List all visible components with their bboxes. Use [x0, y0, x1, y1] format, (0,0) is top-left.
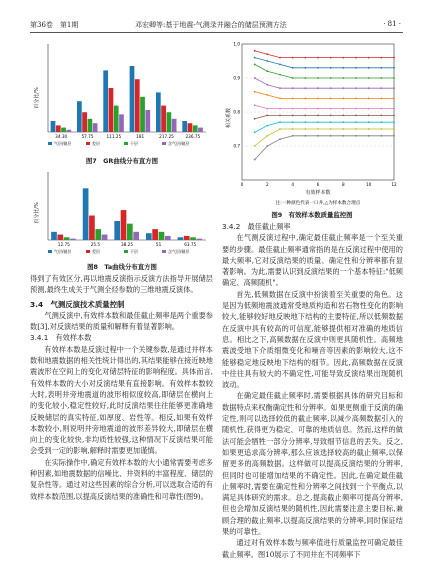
data-point: [304, 128, 306, 130]
legend-label: 含气层/储层: [168, 141, 190, 146]
histogram-bar: [130, 66, 135, 132]
data-point: [279, 57, 281, 59]
data-point: [317, 77, 319, 79]
well-series-line: [255, 136, 394, 160]
data-point: [317, 67, 319, 69]
x-tick-label: 34.30: [55, 134, 68, 139]
data-point: [393, 108, 395, 110]
histogram-bar: [193, 125, 198, 132]
data-point: [292, 108, 294, 110]
data-point: [355, 98, 357, 100]
data-point: [330, 67, 332, 69]
histogram-bar: [152, 229, 158, 240]
data-point: [304, 98, 306, 100]
histogram-bar: [198, 128, 203, 132]
data-point: [380, 67, 382, 69]
histogram-bar: [56, 125, 61, 132]
legend-label: 差层: [92, 249, 100, 254]
data-point: [355, 135, 357, 137]
data-point: [330, 128, 332, 130]
journal-volume: 第36卷 第1期: [30, 21, 79, 29]
data-point: [393, 87, 395, 89]
histogram-bar: [161, 106, 166, 132]
data-point: [393, 98, 395, 100]
right-column: [222, 221, 403, 560]
data-point: [266, 84, 268, 86]
data-point: [304, 135, 306, 137]
well-series-line: [255, 122, 394, 132]
histogram-bar: [114, 221, 120, 240]
data-point: [254, 57, 256, 59]
x-tick-label: 0: [240, 182, 244, 187]
data-point: [266, 135, 268, 137]
data-point: [355, 115, 357, 117]
x-tick-label: 12.75: [57, 242, 70, 247]
well-series-line: [255, 58, 394, 68]
histogram-bar: [145, 110, 150, 132]
fig9-legend: 注:一种颜色代表一口井,△为样本数合理点: [275, 201, 361, 206]
legend-label: 干层: [130, 249, 138, 254]
y-tick-label: 0.8: [233, 109, 240, 115]
histogram-bar: [51, 121, 56, 132]
data-point: [355, 57, 357, 59]
data-point: [330, 98, 332, 100]
data-point: [254, 118, 256, 120]
figure-7-caption: 图7 GR曲线分布直方图: [85, 157, 159, 165]
left-paragraph-1: 气测反演中,有效样本数和最佳截止频率是两个重要参数[3],对反演结果的质量和解释有着显著影响。: [30, 310, 213, 332]
data-point: [380, 128, 382, 130]
histogram-bar: [82, 112, 87, 132]
data-point: [368, 98, 370, 100]
data-point: [292, 67, 294, 69]
data-point: [380, 57, 382, 59]
legend-swatch: [162, 250, 166, 253]
data-point: [330, 121, 332, 123]
legend-label: 干层: [130, 141, 138, 146]
data-point: [330, 57, 332, 59]
data-point: [342, 135, 344, 137]
header-rule: [30, 32, 403, 33]
y-tick-label: 0.7: [233, 143, 240, 149]
left-paragraph-0: 得到了有效区分,再以地震反演指示反演方法指导开展储层预测,最终生成关于气测全烃参数的三维地震反演体。: [30, 274, 213, 295]
data-point: [292, 57, 294, 59]
data-point: [393, 121, 395, 123]
data-point: [342, 115, 344, 117]
data-point: [292, 77, 294, 79]
data-point: [304, 67, 306, 69]
x-tick-label: 4: [291, 182, 295, 187]
data-point: [380, 115, 382, 117]
data-point: [355, 77, 357, 79]
data-point: [292, 115, 294, 117]
legend-swatch: [162, 142, 166, 145]
data-point: [355, 87, 357, 89]
figure-9: [222, 38, 402, 208]
data-point: [266, 145, 268, 147]
histogram-bar: [102, 235, 108, 240]
data-point: [266, 70, 268, 72]
histogram-bar: [133, 232, 139, 240]
data-point: [393, 135, 395, 137]
legend-swatch: [48, 250, 52, 253]
histogram-bar: [121, 210, 127, 240]
x-tick-label: 181: [136, 134, 145, 139]
histogram-bar: [88, 119, 93, 132]
histogram-bar: [188, 123, 193, 132]
data-point: [279, 98, 281, 100]
data-point: [368, 57, 370, 59]
histogram-bar: [57, 235, 63, 240]
sample-quality-chart: [222, 38, 402, 208]
x-tick-label: 51: [155, 242, 162, 247]
well-series-line: [255, 78, 394, 88]
data-point: [368, 121, 370, 123]
data-point: [355, 121, 357, 123]
y-tick-label: 0.9: [233, 75, 240, 81]
data-point: [393, 77, 395, 79]
x-tick-label: 2: [265, 182, 269, 187]
data-point: [342, 108, 344, 110]
x-tick-label: 63.75: [184, 242, 197, 247]
data-point: [355, 108, 357, 110]
legend-label: 气层/储层: [54, 249, 72, 254]
figure-9-caption: 图9 有效样本数质量监控图: [271, 211, 353, 219]
section-heading-3-4: 3.4 气测反演技术质量控制: [30, 299, 125, 309]
well-series-line: [255, 129, 394, 146]
data-point: [254, 104, 256, 106]
histogram-bar: [66, 130, 71, 132]
data-point: [342, 121, 344, 123]
data-point: [380, 98, 382, 100]
x-tick-label: 236.75: [185, 134, 201, 139]
data-point: [317, 87, 319, 89]
x-tick-label: 38.25: [121, 242, 133, 247]
legend-swatch: [86, 250, 90, 253]
histogram-bar: [64, 237, 70, 240]
data-point: [304, 57, 306, 59]
data-point: [292, 87, 294, 89]
data-point: [380, 135, 382, 137]
histogram-bar: [156, 92, 161, 132]
data-point: [368, 67, 370, 69]
histogram-bar: [89, 216, 95, 240]
data-point: [279, 115, 281, 117]
data-point: [368, 115, 370, 117]
data-point: [330, 115, 332, 117]
data-point: [292, 128, 294, 130]
histogram-bar: [184, 236, 190, 240]
x-tick-label: 6: [316, 182, 320, 187]
histogram-bar: [167, 112, 172, 132]
data-point: [279, 87, 281, 89]
legend-swatch: [124, 250, 128, 253]
fig7-ylabel: 百分比/%: [34, 87, 40, 109]
data-point: [368, 87, 370, 89]
data-point: [317, 121, 319, 123]
data-point: [342, 128, 344, 130]
data-point: [304, 87, 306, 89]
data-point: [266, 125, 268, 127]
data-point: [279, 138, 281, 140]
histogram-bar: [61, 128, 66, 132]
histogram-bar: [190, 237, 196, 240]
data-point: [279, 121, 281, 123]
data-point: [317, 98, 319, 100]
data-point: [380, 87, 382, 89]
data-point: [342, 57, 344, 59]
data-point: [292, 121, 294, 123]
fig9-ylabel: 相关系数: [226, 107, 232, 129]
section-heading-3-4-2: 3.4.2 最佳截止频率: [222, 222, 291, 231]
data-point: [254, 145, 256, 147]
data-point: [254, 159, 256, 161]
data-point: [368, 135, 370, 137]
legend-swatch: [48, 142, 52, 145]
data-point: [380, 77, 382, 79]
data-point: [266, 53, 268, 55]
histogram-bar: [172, 119, 177, 132]
data-point: [342, 67, 344, 69]
data-point: [393, 67, 395, 69]
x-tick-label: 8: [341, 182, 345, 187]
right-paragraph-4: 通过对有效样本数与频率值进行质量监控可确定最佳截止频率。图10展示了不同井在不同频率下: [222, 538, 403, 559]
right-paragraph-3: 在确定最佳截止频率时,需要根据具体的研究目标和数据特点来权衡确定性和分辨率。如果更侧重于反演的确定性,则可以选择较低的截止频率,以减少高频数据引入的随机性,获得更为稳定、可靠的地质信息。然而,这样的做法可能会牺牲一部分分辨率,导致细节信息的丢失。反之,如果更追求高分辨率,那么应该选择较高的截止频率,以保留更多的高频数据。这样做可以提高反演结果的分辨率,但同时也可能增加结果的不确定性。因此,在确定最佳截止频率时,需要在确定性和分辨率之间找到一个平衡点,以满足具体研究的需求。总之,提高截止频率可提高分辨率,但也会增加反演结果的随机性,因此需要注意主要目标,兼顾合理的截止频率,以提高反演结果的分辨率,同时保证结果的可靠性。: [222, 391, 403, 537]
data-point: [266, 94, 268, 96]
well-series-line: [255, 64, 394, 78]
y-tick-label: 1.0: [233, 41, 240, 47]
data-point: [254, 91, 256, 93]
data-point: [368, 128, 370, 130]
data-point: [342, 77, 344, 79]
data-point: [317, 57, 319, 59]
histogram-bar: [135, 79, 140, 132]
histogram-bar: [197, 239, 203, 240]
histogram-bar: [165, 236, 171, 240]
data-point: [368, 77, 370, 79]
histogram-bar: [159, 232, 165, 240]
data-point: [393, 128, 395, 130]
data-point: [304, 108, 306, 110]
page-number: · 81 ·: [383, 20, 401, 28]
data-point: [330, 77, 332, 79]
right-paragraph-1: 在气测反演过程中,确定最佳截止频率是一个至关重要的步骤。最佳截止频率通常指的是在反演过程中使用的最大频率,它对反演结果的质量、确定性和分辨率都有显著影响。为此,需要认识到反演结果的一个基本特征:"低频确定、高频随机"。: [222, 233, 403, 288]
histogram-bar: [103, 70, 108, 132]
data-point: [355, 128, 357, 130]
data-point: [254, 50, 256, 52]
histogram-bar: [140, 97, 145, 132]
histogram-bar: [182, 121, 187, 132]
data-point: [330, 108, 332, 110]
data-point: [254, 64, 256, 66]
histogram-bar: [95, 229, 101, 240]
histogram-bar: [119, 114, 124, 132]
data-point: [266, 115, 268, 117]
x-tick-label: 10: [365, 182, 372, 187]
data-point: [393, 115, 395, 117]
data-point: [317, 135, 319, 137]
ta-histogram-chart: [32, 168, 212, 260]
data-point: [355, 67, 357, 69]
histogram-bar: [146, 233, 152, 240]
x-tick-label: 217.25: [159, 134, 174, 139]
histogram-bar: [83, 188, 89, 240]
legend-label: 差层: [92, 141, 100, 146]
data-point: [330, 135, 332, 137]
well-series-line: [255, 92, 394, 99]
data-point: [342, 98, 344, 100]
data-point: [317, 108, 319, 110]
histogram-bar: [70, 239, 76, 240]
figure-8-caption: 图8 Ta曲线分布直方图: [87, 263, 157, 271]
x-tick-label: 25.5: [90, 242, 101, 247]
data-point: [279, 74, 281, 76]
data-point: [279, 128, 281, 130]
gr-histogram-chart: [32, 38, 212, 153]
data-point: [292, 98, 294, 100]
data-point: [368, 108, 370, 110]
data-point: [279, 108, 281, 110]
legend-swatch: [124, 142, 128, 145]
data-point: [266, 108, 268, 110]
data-point: [380, 108, 382, 110]
data-point: [292, 135, 294, 137]
data-point: [380, 121, 382, 123]
left-paragraph-2: 有效样本数是反演过程中一个关键参数,是通过井样本数和地震数据的相关性统计得出的,其结果能够在接近映地震波形在空间上的变化对储层特征的影响程度。具体而言,有效样本数的大小对反演结果有直接影响。有效样本数较大时,表明井旁地震道的波形相似度较高,即储层在横向上的变化较小,稳定性较好,此时反演结果往往能够更准确地反映储层的真实特征,如厚度、岩性等。相反,如果有效样本数较小,则说明井旁地震道的波形差异较大,即储层在横向上的变化较快,非均质性较强,这种情况下反演结果可能会受到一定的影响,解释时需要更加谨慎。: [30, 344, 213, 456]
histogram-bar: [93, 123, 98, 132]
data-point: [330, 87, 332, 89]
histogram-bar: [178, 237, 184, 240]
left-column: [30, 273, 213, 502]
figure-8: [32, 168, 212, 260]
histogram-bar: [109, 88, 114, 132]
x-tick-label: 12: [391, 182, 397, 187]
histogram-bar: [127, 224, 133, 240]
data-point: [342, 87, 344, 89]
data-point: [317, 115, 319, 117]
right-paragraph-2: 首先,低频数据在反演中扮演着至关重要的角色。这是因为低频地震波通常受地质构造和岩石物性变化的影响较大,能够较好地反映地下结构的主要特征,所以低频数据在反演中具有较高的可信度,能够提供相对准确的地质信息。相比之下,高频数据在反演中则更具随机性。高频地震波受地下介质细微变化和噪音等因素的影响较大,这不能够稳定地反映地下结构的细节。因此,高频数据在反演中往往具有较大的不确定性,可能导致反演结果出现随机波动。: [222, 289, 403, 390]
data-point: [254, 132, 256, 134]
data-point: [317, 128, 319, 130]
well-series-line: [255, 51, 394, 58]
data-point: [266, 60, 268, 62]
data-point: [304, 77, 306, 79]
data-point: [254, 77, 256, 79]
legend-swatch: [86, 142, 90, 145]
x-tick-label: 111.25: [106, 134, 122, 139]
legend-label: 气层/储层: [54, 141, 72, 146]
histogram-bar: [51, 232, 57, 240]
histogram-bar: [77, 101, 82, 132]
running-title: 邓宏卿等:基于地震-气测录井融合的储层预测方法: [135, 21, 287, 29]
data-point: [304, 121, 306, 123]
well-series-line: [255, 115, 394, 118]
well-series-line: [255, 105, 394, 108]
fig8-ylabel: 百分比/%: [34, 202, 40, 224]
left-paragraph-3: 在实际操作中,确定有效样本数的大小通常需要考虑多种因素,如地震数据的信噪比、井资料的丰富程度、储层的复杂性等。通过对这些因素的综合分析,可以选取合适的有效样本数范围,以提高反演结果的准确性和可靠性(图9)。: [30, 457, 213, 501]
section-heading-3-4-1: 3.4.1 有效样本数: [30, 333, 92, 343]
histogram-bar: [114, 106, 119, 132]
figure-7: [32, 38, 212, 153]
data-point: [279, 64, 281, 66]
data-point: [304, 115, 306, 117]
data-point: [393, 57, 395, 59]
x-tick-label: 57.75: [81, 134, 94, 139]
legend-label: 含气层/储层: [168, 249, 190, 254]
fig9-xlabel: 有效样本数: [305, 190, 331, 196]
